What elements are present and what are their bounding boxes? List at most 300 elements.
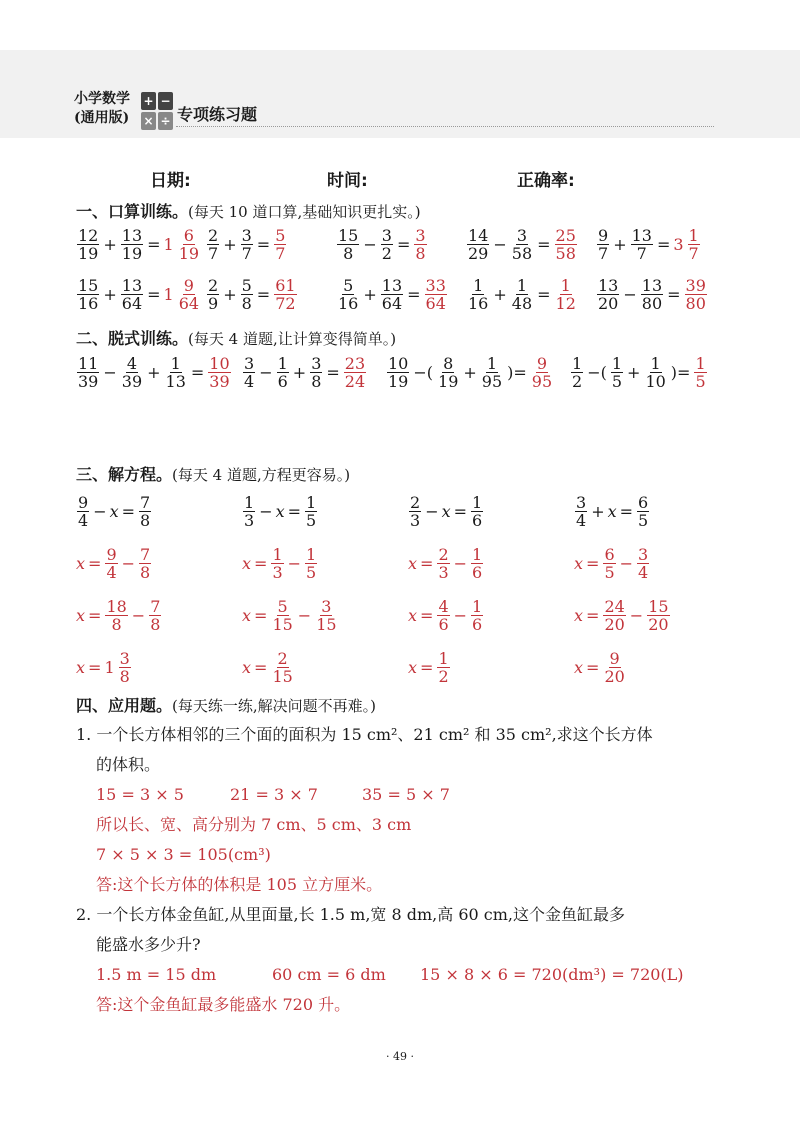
- denominator: 19: [178, 244, 200, 263]
- denominator: 80: [685, 294, 706, 313]
- fraction: [694, 355, 706, 390]
- operator: +: [292, 363, 307, 382]
- operator: =: [420, 658, 434, 677]
- denominator: 3: [244, 511, 255, 530]
- operator: =: [326, 363, 340, 382]
- problem1-step-c: 35 = 5 × 7: [362, 785, 450, 804]
- denominator: 10: [645, 372, 666, 391]
- fraction: [631, 227, 653, 262]
- section1-note: (每天 10 道口算,基础知识更扎实。): [188, 203, 421, 221]
- fraction: [271, 598, 293, 633]
- fraction: [381, 227, 393, 262]
- denominator: 58: [511, 244, 533, 263]
- denominator: 58: [555, 244, 576, 263]
- fraction: [471, 546, 483, 581]
- problem2-text-1: 2. 一个长方体金鱼缸,从里面量,长 1.5 m,宽 8 dm,高 60 cm,这个金鱼缸最多: [76, 905, 626, 924]
- denominator: 9: [208, 294, 219, 313]
- numerator: 3: [241, 226, 252, 245]
- problem2-step-c: 15 × 8 × 6 = 720(dm³) = 720(L): [420, 965, 684, 984]
- numerator: 6: [604, 545, 615, 564]
- variable: x: [408, 606, 418, 625]
- fraction: [315, 598, 337, 633]
- denominator: 48: [511, 294, 533, 313]
- denominator: 8: [119, 667, 130, 686]
- fraction: [688, 227, 700, 262]
- fraction: [243, 494, 255, 529]
- operator: −: [259, 502, 273, 521]
- numerator: 3: [415, 226, 426, 245]
- denominator: 15: [272, 667, 293, 686]
- fraction: [178, 277, 200, 312]
- numerator: 1: [572, 354, 583, 373]
- operator: =: [420, 606, 434, 625]
- numerator: 24: [604, 597, 625, 616]
- step-calc-item: [242, 355, 367, 390]
- fraction: [437, 546, 449, 581]
- numerator: 7: [140, 493, 151, 512]
- problem1-text-2: 的体积。: [96, 755, 161, 774]
- fraction: [425, 277, 447, 312]
- denominator: 8: [140, 563, 151, 582]
- mixed-whole: 3: [673, 235, 684, 254]
- equation-step: [574, 546, 650, 581]
- fraction: [77, 227, 99, 262]
- fraction: [471, 598, 483, 633]
- denominator: 5: [695, 372, 706, 391]
- variable: x: [607, 502, 617, 521]
- variable: x: [574, 658, 584, 677]
- operator: =: [121, 502, 136, 521]
- numerator: 9: [609, 649, 620, 668]
- denominator: 8: [241, 294, 252, 313]
- numerator: 15: [648, 597, 669, 616]
- fraction: [603, 598, 625, 633]
- numerator: 6: [183, 226, 194, 245]
- numerator: 33: [425, 276, 446, 295]
- denominator: 5: [611, 372, 623, 391]
- section4-note: (每天练一练,解决问题不再难。): [172, 697, 376, 715]
- oral-calc-item: [76, 277, 201, 312]
- fraction: [603, 650, 625, 685]
- denominator: 15: [272, 615, 293, 634]
- fraction: [685, 277, 707, 312]
- fraction: [387, 355, 409, 390]
- equation-step: [408, 546, 484, 581]
- denominator: 3: [438, 563, 449, 582]
- numerator: 1: [688, 226, 699, 245]
- numerator: 1: [472, 493, 483, 512]
- numerator: 1: [306, 493, 317, 512]
- operator: −(: [413, 363, 434, 382]
- numerator: 7: [150, 597, 161, 616]
- problem2-step-b: 60 cm = 6 dm: [272, 965, 386, 984]
- numerator: 9: [536, 354, 548, 373]
- operator: +: [223, 235, 237, 254]
- variable: x: [408, 658, 418, 677]
- operator: +: [363, 285, 377, 304]
- operator: =: [256, 285, 271, 304]
- fraction: [511, 277, 533, 312]
- numerator: 13: [598, 276, 619, 295]
- equation-step: [242, 546, 318, 581]
- fraction: [437, 650, 449, 685]
- denominator: 2: [381, 244, 392, 263]
- page-title: 专项练习题: [177, 105, 258, 124]
- denominator: 64: [381, 294, 403, 313]
- operator: =: [147, 235, 161, 254]
- fraction: [511, 227, 533, 262]
- fraction: [555, 227, 577, 262]
- numerator: 23: [344, 354, 366, 373]
- fraction: [647, 598, 669, 633]
- denominator: 64: [425, 294, 446, 313]
- fraction: [641, 277, 663, 312]
- operator: =: [656, 235, 671, 254]
- operator: =: [254, 554, 268, 573]
- operator: =: [254, 658, 268, 677]
- numerator: 3: [311, 354, 322, 373]
- problem1-answer: 答:这个长方体的体积是 105 立方厘米。: [96, 875, 383, 894]
- page-number: · 49 ·: [386, 1050, 414, 1063]
- denominator: 95: [481, 372, 503, 391]
- numerator: 13: [641, 276, 663, 295]
- operator: =: [287, 502, 302, 521]
- mixed-whole: 1: [163, 285, 174, 304]
- fraction: [105, 546, 117, 581]
- denominator: 19: [438, 372, 459, 391]
- numerator: 10: [388, 354, 409, 373]
- fraction: [149, 598, 161, 633]
- fraction: [241, 227, 253, 262]
- numerator: 3: [244, 354, 255, 373]
- fraction: [207, 277, 219, 312]
- numerator: 6: [638, 493, 649, 512]
- problem1-step-b: 21 = 3 × 7: [230, 785, 318, 804]
- variable: x: [242, 606, 252, 625]
- denominator: 19: [78, 244, 99, 263]
- denominator: 16: [338, 294, 359, 313]
- numerator: 1: [438, 649, 449, 668]
- operator: −: [103, 363, 117, 382]
- oral-calc-item: [466, 227, 578, 262]
- variable: x: [109, 502, 119, 521]
- numerator: 1: [170, 354, 181, 373]
- numerator: 1: [306, 545, 317, 564]
- problem1-step-a: 15 = 3 × 5: [96, 785, 184, 804]
- denominator: 16: [468, 294, 489, 313]
- oral-calc-item: [206, 227, 287, 262]
- denominator: 6: [277, 372, 288, 391]
- denominator: 64: [121, 294, 143, 313]
- variable: x: [574, 554, 584, 573]
- denominator: 2: [572, 372, 583, 391]
- numerator: 25: [555, 226, 576, 245]
- denominator: 4: [576, 511, 587, 530]
- accuracy-label: 正确率:: [517, 171, 575, 191]
- operator: −: [287, 554, 302, 573]
- fraction: [305, 546, 317, 581]
- denominator: 4: [244, 372, 255, 391]
- oral-calc-item: [76, 227, 201, 262]
- oral-calc-item: [206, 277, 298, 312]
- operator: −: [623, 285, 637, 304]
- operator: +: [147, 363, 161, 382]
- denominator: 7: [688, 244, 699, 263]
- denominator: 95: [531, 372, 553, 391]
- numerator: 13: [381, 276, 403, 295]
- denominator: 6: [472, 563, 483, 582]
- denominator: 7: [598, 244, 609, 263]
- fraction: [381, 277, 403, 312]
- date-label: 日期:: [150, 171, 191, 191]
- fraction: [310, 355, 322, 390]
- denominator: 7: [241, 244, 252, 263]
- operator: +: [493, 285, 507, 304]
- fraction: [597, 277, 619, 312]
- variable: x: [275, 502, 285, 521]
- fraction: [77, 355, 99, 390]
- operator: −: [131, 606, 146, 625]
- fraction: [271, 546, 283, 581]
- denominator: 4: [638, 563, 649, 582]
- operator: =: [586, 554, 600, 573]
- denominator: 80: [641, 294, 663, 313]
- numerator: 4: [438, 597, 449, 616]
- fraction: [575, 494, 587, 529]
- denominator: 39: [78, 372, 99, 391]
- denominator: 6: [472, 615, 483, 634]
- operator: =: [537, 235, 551, 254]
- numerator: 9: [183, 276, 194, 295]
- fraction: [531, 355, 553, 390]
- fraction: [481, 355, 503, 390]
- fraction: [165, 355, 187, 390]
- operator: =: [586, 606, 600, 625]
- fraction: [243, 355, 255, 390]
- section2-note: (每天 4 道题,让计算变得简单。): [188, 330, 397, 348]
- numerator: 1: [244, 493, 255, 512]
- operator: =: [190, 363, 205, 382]
- numerator: 2: [410, 493, 421, 512]
- operator: +: [613, 235, 627, 254]
- numerator: 2: [208, 276, 219, 295]
- numerator: 15: [78, 276, 99, 295]
- variable: x: [242, 658, 252, 677]
- denominator: 3: [410, 511, 421, 530]
- numerator: 61: [275, 276, 296, 295]
- fraction: [277, 355, 289, 390]
- section4-heading: 四、应用题。: [76, 696, 173, 715]
- book-line-2: (通用版): [74, 110, 130, 126]
- fraction: [121, 227, 143, 262]
- denominator: 39: [121, 372, 143, 391]
- equation-step: [242, 650, 295, 685]
- denominator: 7: [275, 244, 286, 263]
- denominator: 7: [208, 244, 219, 263]
- problem1-text-1: 1. 一个长方体相邻的三个面的面积为 15 cm²、21 cm² 和 35 cm²,求这个长方体: [76, 725, 653, 744]
- fraction: [207, 227, 219, 262]
- operator: =: [667, 285, 681, 304]
- oral-calc-item: [336, 277, 448, 312]
- numerator: 7: [140, 545, 151, 564]
- denominator: 19: [121, 244, 143, 263]
- numerator: 8: [443, 354, 454, 373]
- numerator: 1: [272, 545, 283, 564]
- fraction: [305, 494, 317, 529]
- divide-icon: ÷: [158, 112, 173, 130]
- denominator: 16: [78, 294, 99, 313]
- numerator: 39: [685, 276, 706, 295]
- denominator: 3: [272, 563, 283, 582]
- equation: [574, 494, 650, 529]
- operator: =: [453, 502, 468, 521]
- fraction: [637, 494, 649, 529]
- denominator: 12: [555, 294, 576, 313]
- operator: −(: [587, 363, 607, 382]
- fraction: [139, 494, 151, 529]
- numerator: 18: [106, 597, 127, 616]
- operator: −: [493, 235, 507, 254]
- fraction: [637, 546, 649, 581]
- operator: −: [619, 554, 634, 573]
- numerator: 2: [208, 226, 219, 245]
- numerator: 1: [472, 597, 483, 616]
- fraction: [571, 355, 583, 390]
- operator: =: [88, 658, 102, 677]
- denominator: 20: [604, 615, 625, 634]
- fraction: [139, 546, 151, 581]
- denominator: 24: [344, 372, 366, 391]
- denominator: 5: [604, 563, 615, 582]
- operator: =: [619, 502, 634, 521]
- numerator: 10: [209, 354, 230, 373]
- fraction: [337, 277, 359, 312]
- denominator: 4: [78, 511, 89, 530]
- operator: =: [396, 235, 411, 254]
- numerator: 5: [343, 276, 354, 295]
- fraction: [344, 355, 366, 390]
- book-label: [74, 90, 130, 128]
- oral-calc-item: [596, 277, 708, 312]
- denominator: 8: [311, 372, 322, 391]
- numerator: 1: [560, 276, 571, 295]
- fraction: [105, 598, 127, 633]
- section1-title: [76, 199, 421, 222]
- oral-calc-item: [596, 227, 701, 262]
- operator: −: [259, 363, 273, 382]
- denominator: 5: [306, 511, 317, 530]
- mixed-whole: 1: [104, 658, 115, 677]
- denominator: 7: [636, 244, 647, 263]
- numerator: 1: [650, 354, 661, 373]
- denominator: 72: [275, 294, 296, 313]
- step-calc-item: [570, 355, 708, 390]
- operator: +: [627, 363, 641, 382]
- operator: −: [453, 606, 468, 625]
- step-calc-item: [386, 355, 554, 390]
- operator: =: [586, 658, 600, 677]
- numerator: 2: [277, 649, 288, 668]
- fraction: [77, 277, 99, 312]
- section1-heading: 一、口算训练。: [76, 202, 189, 221]
- operator: +: [103, 285, 117, 304]
- operator: −: [297, 606, 312, 625]
- problem1-step-3: 7 × 5 × 3 = 105(cm³): [96, 845, 271, 864]
- fraction: [409, 494, 421, 529]
- operator: −: [453, 554, 468, 573]
- equation: [76, 494, 152, 529]
- equation-step: [408, 650, 451, 685]
- equation-step: [76, 598, 162, 633]
- denominator: 8: [150, 615, 161, 634]
- numerator: 5: [277, 597, 288, 616]
- operator: =: [88, 554, 102, 573]
- numerator: 3: [381, 226, 392, 245]
- book-line-1: 小学数学: [74, 91, 130, 107]
- numerator: 3: [576, 493, 587, 512]
- fraction: [603, 546, 615, 581]
- fraction: [208, 355, 230, 390]
- numerator: 15: [338, 226, 359, 245]
- denominator: 20: [648, 615, 669, 634]
- numerator: 1: [277, 354, 288, 373]
- fraction: [121, 277, 143, 312]
- numerator: 1: [695, 354, 706, 373]
- numerator: 3: [321, 597, 332, 616]
- equation-step: [242, 598, 339, 633]
- denominator: 5: [638, 511, 649, 530]
- denominator: 64: [178, 294, 200, 313]
- numerator: 1: [611, 354, 623, 373]
- numerator: 1: [472, 545, 483, 564]
- header-divider: [176, 126, 714, 127]
- numerator: 3: [119, 649, 130, 668]
- denominator: 5: [306, 563, 317, 582]
- numerator: 3: [516, 226, 528, 245]
- operator: −: [629, 606, 644, 625]
- equation-step: [76, 650, 132, 685]
- denominator: 8: [140, 511, 151, 530]
- section2-title: [76, 326, 396, 349]
- problem1-step-2: 所以长、宽、高分别为 7 cm、5 cm、3 cm: [96, 815, 412, 834]
- operator: −: [93, 502, 107, 521]
- fraction: [467, 277, 489, 312]
- fraction: [119, 650, 131, 685]
- variable: x: [76, 606, 86, 625]
- fraction: [471, 494, 483, 529]
- equation: [408, 494, 484, 529]
- denominator: 6: [472, 511, 483, 530]
- times-icon: ×: [141, 112, 156, 130]
- equation: [242, 494, 318, 529]
- fraction: [414, 227, 426, 262]
- operator: =: [88, 606, 102, 625]
- fraction: [437, 355, 459, 390]
- fraction: [271, 650, 293, 685]
- operator: =: [420, 554, 434, 573]
- oral-calc-item: [336, 227, 428, 262]
- fraction: [611, 355, 623, 390]
- denominator: 39: [209, 372, 230, 391]
- operator: −: [425, 502, 439, 521]
- numerator: 2: [438, 545, 449, 564]
- numerator: 12: [78, 226, 99, 245]
- problem2-text-2: 能盛水多少升?: [96, 935, 201, 954]
- operator: )=: [670, 363, 691, 382]
- variable: x: [574, 606, 584, 625]
- section3-title: [76, 462, 350, 485]
- denominator: 8: [343, 244, 354, 263]
